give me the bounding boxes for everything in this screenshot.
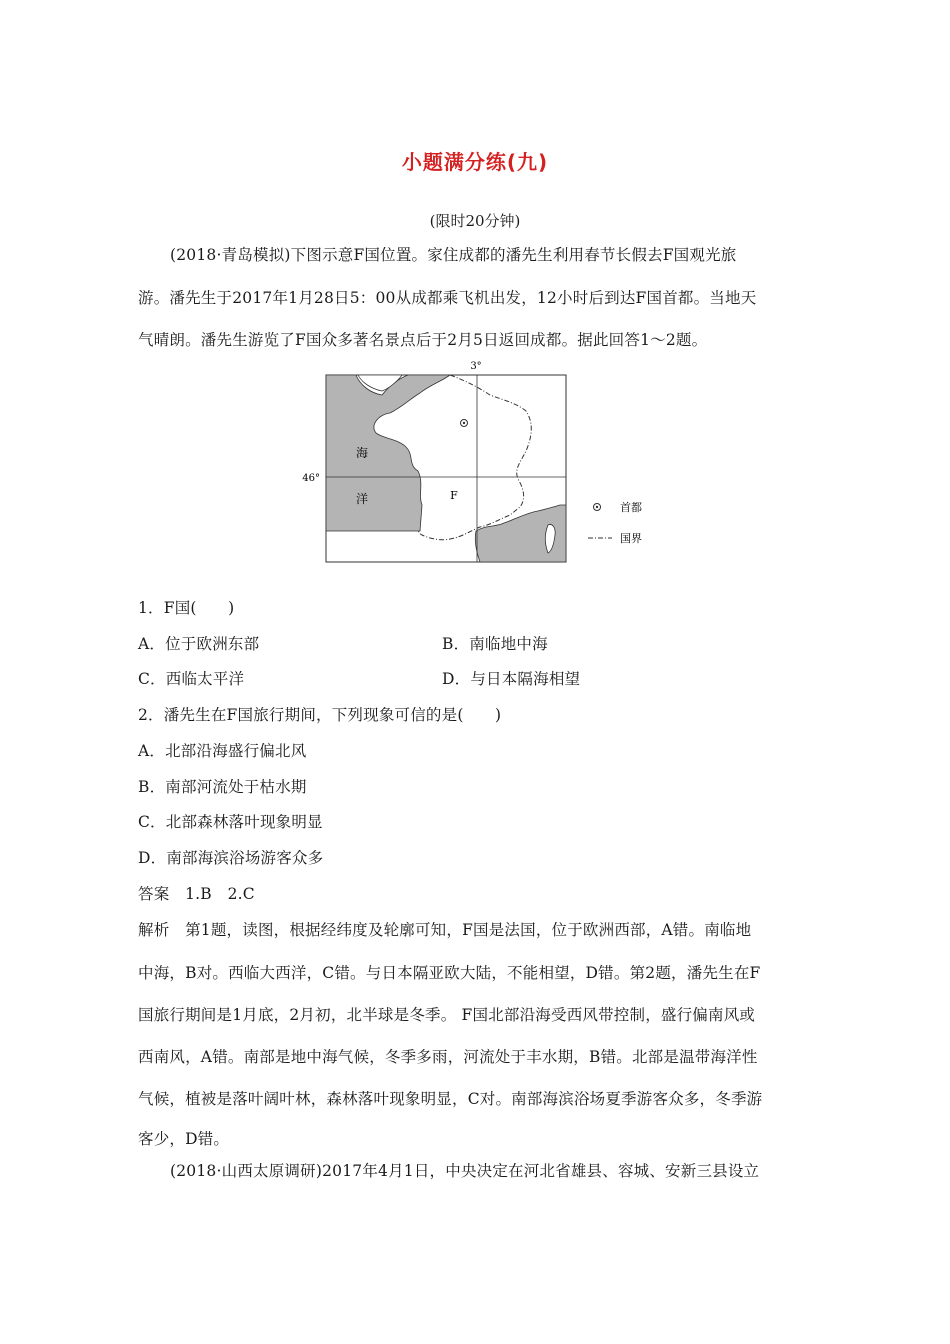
analysis-line-3: 国旅行期间是1月底，2月初，北半球是冬季。 F国北部沿海受西风带控制，盛行偏南风或 — [138, 1006, 756, 1024]
q1-stem: 1．F国( ) — [138, 599, 235, 617]
legend-border: 国界 — [620, 532, 642, 545]
analysis-line-4: 西南风，A错。南部是地中海气候，冬季多雨，河流处于丰水期，B错。北部是温带海洋性 — [138, 1048, 758, 1066]
france-location-map — [290, 355, 670, 570]
country-label: F — [450, 489, 458, 502]
q1-options-row-1 — [138, 632, 818, 654]
sea-label-2: 洋 — [355, 492, 369, 506]
q1-options-row-2 — [138, 667, 818, 689]
intro-line-2: 游。潘先生于2017年1月28日5：00从成都乘飞机出发，12小时后到达F国首都。当地天 — [138, 289, 757, 307]
q2-option-c: C．北部森林落叶现象明显 — [138, 813, 323, 831]
legend-capital: 首都 — [620, 501, 642, 514]
q2-option-b: B．南部河流处于枯水期 — [138, 778, 307, 796]
q2-option-d: D．南部海滨浴场游客众多 — [138, 849, 324, 867]
q1-option-a: A．位于欧洲东部 — [138, 635, 260, 653]
latitude-label: 46° — [302, 473, 320, 484]
intro-line-1: (2018·青岛模拟)下图示意F国位置。家住成都的潘先生利用春节长假去F国观光旅 — [170, 246, 737, 264]
q1-option-d: D．与日本隔海相望 — [442, 670, 581, 688]
intro-line-3: 气晴朗。潘先生游览了F国众多著名景点后于2月5日返回成都。据此回答1～2题。 — [138, 331, 708, 349]
analysis-line-6: 客少，D错。 — [138, 1130, 230, 1148]
q2-stem: 2．潘先生在F国旅行期间，下列现象可信的是( ) — [138, 706, 502, 724]
q2-option-a: A．北部沿海盛行偏北风 — [138, 742, 307, 760]
next-question-intro: (2018·山西太原调研)2017年4月1日，中央决定在河北省雄县、容城、安新三县设立 — [170, 1162, 760, 1180]
q1-option-c: C．西临太平洋 — [138, 670, 245, 688]
time-limit: (限时20分钟) — [429, 212, 521, 230]
longitude-label: 3° — [470, 361, 482, 372]
q1-option-b: B．南临地中海 — [442, 635, 548, 653]
analysis-line-5: 气候，植被是落叶阔叶林，森林落叶现象明显，C对。南部海滨浴场夏季游客众多，冬季游 — [138, 1090, 763, 1108]
analysis-line-2: 中海，B对。西临大西洋，C错。与日本隔亚欧大陆，不能相望，D错。第2题，潘先生在F — [138, 964, 761, 982]
analysis-line-1: 解析 第1题，读图，根据经纬度及轮廓可知，F国是法国，位于欧洲西部，A错。南临地 — [138, 921, 752, 939]
answer: 答案 1.B 2.C — [138, 885, 255, 903]
sea-label-1: 海 — [355, 446, 369, 460]
page-title: 小题满分练(九) — [401, 150, 549, 174]
